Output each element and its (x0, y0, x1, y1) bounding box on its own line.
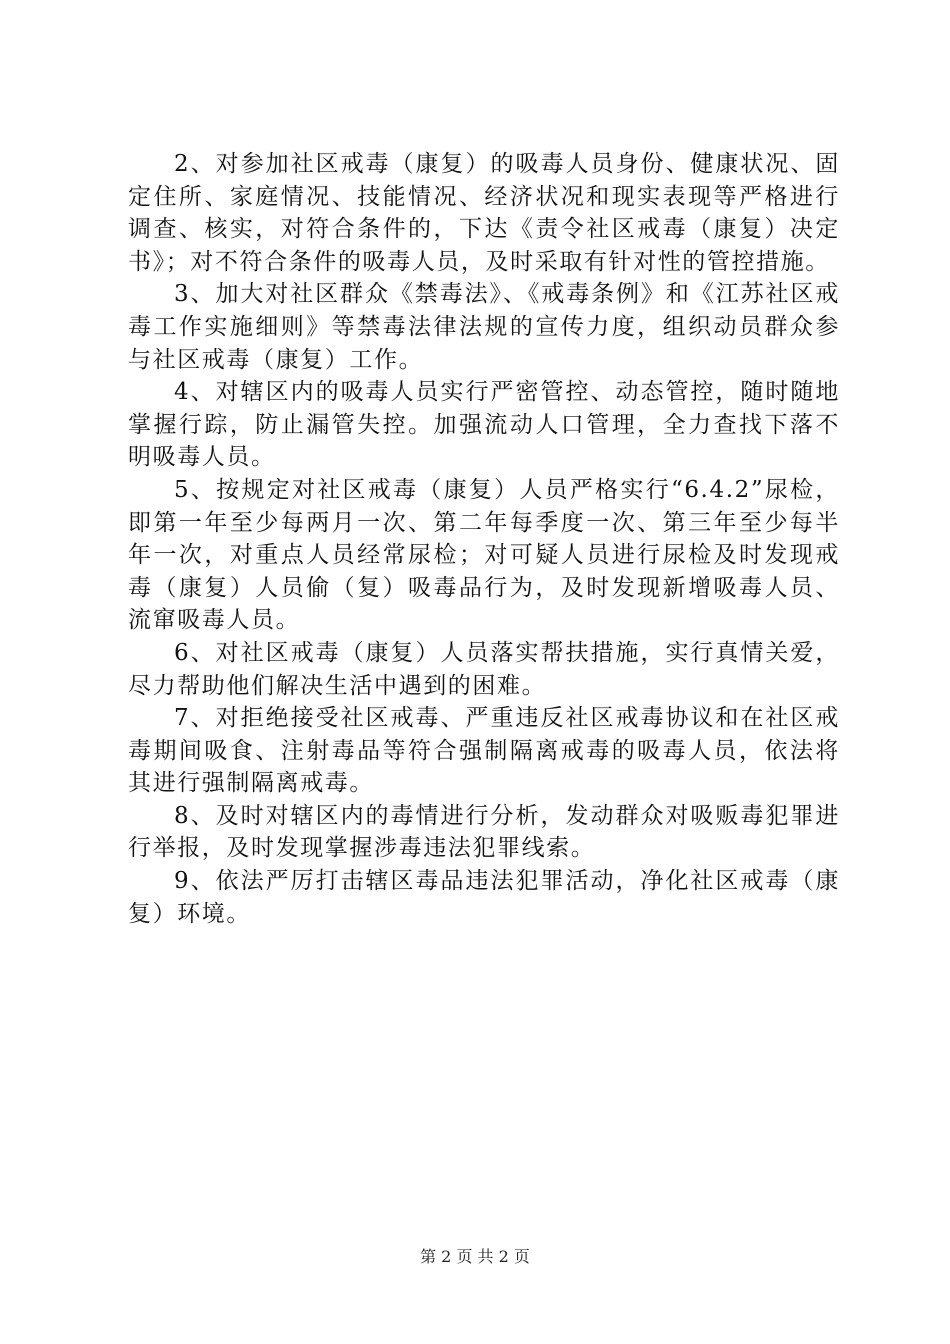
paragraph-item-9: 9、依法严厉打击辖区毒品违法犯罪活动，净化社区戒毒（康复）环境。 (128, 868, 840, 927)
paragraph-item-4: 4、对辖区内的吸毒人员实行严密管控、动态管控，随时随地掌握行踪，防止漏管失控。加强流动人口管理，全力查找下落不明吸毒人员。 (128, 379, 840, 471)
paragraph-item-2: 2、对参加社区戒毒（康复）的吸毒人员身份、健康状况、固定住所、家庭情况、技能情况、经济状况和现实表现等严格进行调查、核实，对符合条件的，下达《责令社区戒毒（康复）决定书》；对不符合条件的吸毒人员，及时采取有针对性的管控措施。 (128, 151, 840, 275)
paragraph-item-6: 6、对社区戒毒（康复）人员落实帮扶措施，实行真情关爱，尽力帮助他们解决生活中遇到的困难。 (128, 639, 840, 699)
paragraph-item-3: 3、加大对社区群众《禁毒法》、《戒毒条例》和《江苏社区戒毒工作实施细则》等禁毒法律法规的宣传力度，组织动员群众参与社区戒毒（康复）工作。 (128, 281, 840, 373)
paragraph-item-5: 5、按规定对社区戒毒（康复）人员严格实行“6.4.2”尿检，即第一年至少每两月一次、第二年每季度一次、第三年至少每半年一次，对重点人员经常尿检；对可疑人员进行尿检及时发现戒毒（康复）人员偷（复）吸毒品行为，及时发现新增吸毒人员、流窜吸毒人员。 (128, 476, 840, 634)
paragraph-item-7: 7、对拒绝接受社区戒毒、严重违反社区戒毒协议和在社区戒毒期间吸食、注射毒品等符合强制隔离戒毒的吸毒人员，依法将其进行强制隔离戒毒。 (128, 705, 840, 797)
paragraph-item-8: 8、及时对辖区内的毒情进行分析，发动群众对吸贩毒犯罪进行举报，及时发现掌握涉毒违法犯罪线索。 (128, 802, 840, 862)
document-body (128, 148, 840, 930)
page-number-footer: 第 2 页 共 2 页 (420, 1247, 530, 1266)
